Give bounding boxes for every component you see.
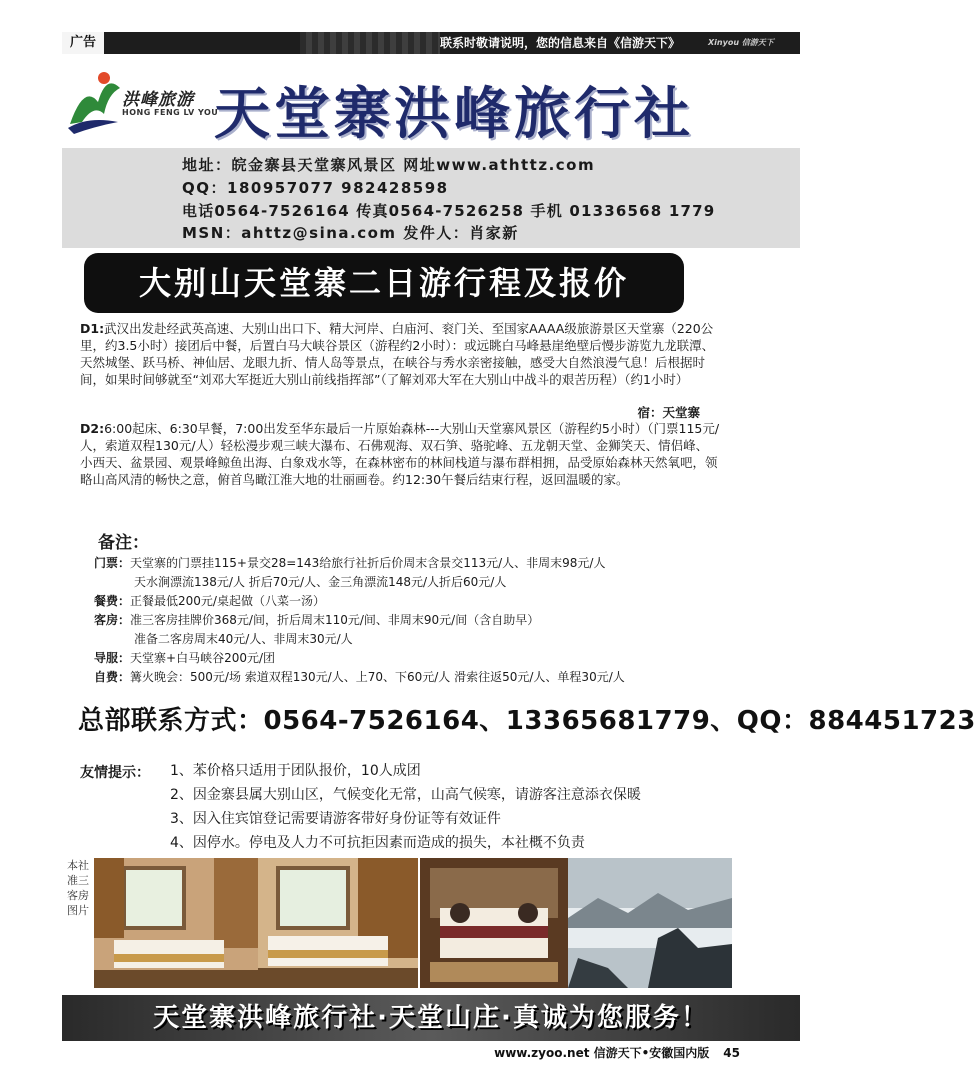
day1-stay: 宿：天堂寨: [637, 405, 700, 420]
meal-note: [94, 591, 325, 611]
tips-title: 友情提示：: [80, 765, 150, 781]
ticket-text-2: 天水涧漂流138元/人 折后70元/人、金三角漂流148元/人折后60元/人: [134, 575, 507, 589]
day2-itinerary: [80, 420, 720, 488]
self-pay-note: [94, 667, 625, 687]
room-text-2: 准备二客房周末40元/人、非周末30元/人: [134, 632, 353, 646]
guide-note: [94, 648, 275, 668]
msn-line: MSN：ahttz@sina.com 发件人：肖家新: [182, 224, 519, 242]
room-text-1: 准三客房挂牌价368元/间，折后周末110元/间、非周末90元/间（含自助早）: [130, 613, 540, 627]
meal-label: 餐费：: [94, 594, 131, 608]
meal-text: 正餐最低200元/桌起做（八菜一汤）: [130, 594, 325, 608]
guide-text: 天堂寨+白马峡谷200元/团: [130, 651, 276, 665]
footer-site: www.zyoo.net 信游天下•安徽国内版: [494, 1046, 710, 1060]
agency-title: 天堂寨洪峰旅行社: [214, 82, 694, 147]
ticket-text-1: 天堂寨的门票挂115+景交28=143给旅行社折后价周末含景交113元/人、非周末98元/人: [130, 556, 606, 570]
day1-label: D1:: [80, 321, 105, 336]
logo-text: 洪峰旅游: [122, 90, 194, 110]
ad-tag: 广告: [62, 32, 106, 54]
day2-text: 6:00起床、6:30早餐，7:00出发至华东最后一片原始森林---大别山天堂寨风景区（游程约5小时）（门票115元/人，索道双程130元/人）轻松漫步观三峡大瀑布、石佛观海、双石笋、骆驼峰、五龙朝天堂、金狮笑天、情侣峰、小西天、盆景园、观景峰鲸鱼出海、白象戏水等，在森林密布的林间栈道与瀑布群相拥，品受原始森林天然氧吧，领略山高风清的畅快之意，俯首鸟瞰江淮大地的壮丽画卷。约12:30午餐后结束行程，返回温暖的家。: [80, 421, 720, 487]
guide-label: 导服：: [94, 651, 131, 665]
tip-item: 1、苯价格只适用于团队报价，10人成团: [170, 763, 421, 779]
tip-item: 2、因金寨县属大别山区，气候变化无常，山高气候寒，请游客注意添衣保暖: [170, 787, 641, 803]
mountain-sea-of-clouds-photo: [568, 858, 732, 988]
logo-subtitle: HONG FENG LV YOU: [122, 108, 219, 117]
page-footer: [494, 1044, 740, 1061]
day1-text: 武汉出发赴经武英高速、大别山出口下、精大河岸、白庙河、衮门关、至国家AAAA级旅游景区天堂寨（220公里，约3.5小时）接团后中餐，后置白马大峡谷景区（游程约2小时）：或远眺白马峰悬崖绝壁后慢步游览九龙联潭、天然城堡、跃马桥、神仙居、龙眼九折、情人岛等景点，在峡谷与秀水亲密接触，感受大自然浪漫气息！后根据时间，如果时间够就至“刘邓大军挺近大别山前线指挥部”（了解刘邓大军在大别山中战斗的艰苦历程）（约1小时）: [80, 321, 715, 387]
self-pay-text: 篝火晚会：500元/场 索道双程130元/人、上70、下60元/人 滑索往返50元/人、单程30元/人: [130, 670, 625, 684]
phone-line: 电话0564-7526164 传真0564-7526258 手机 01336568 1779: [182, 202, 716, 220]
ticket-label: 门票：: [94, 556, 131, 570]
tip-item: 3、因入住宾馆登记需要请游客带好身份证等有效证件: [170, 811, 501, 827]
address-line: 地址：皖金寨县天堂寨风景区 网址www.athttz.com: [182, 156, 596, 174]
day1-itinerary: [80, 320, 720, 388]
photo-side-caption: 本社准三客房图片: [67, 859, 89, 917]
room-photo-2: [258, 858, 418, 988]
top-strip-pattern: [300, 32, 440, 54]
room-note: [94, 610, 539, 630]
hq-contact: 总部联系方式：0564-7526164、13365681779、QQ：884451723: [78, 706, 976, 736]
slogan-banner: 天堂寨洪峰旅行社·天堂山庄·真诚为您服务！: [62, 995, 800, 1041]
source-note: 联系时敬请说明，您的信息来自《信游天下》: [440, 36, 681, 50]
mountain-logo-icon: [64, 64, 124, 136]
self-pay-label: 自费：: [94, 670, 131, 684]
room-photo-3: [420, 858, 568, 988]
contact-panel: [62, 148, 800, 248]
room-photo-1: [94, 858, 258, 988]
page-number: 45: [723, 1046, 740, 1060]
publisher-mini-logo: Xinyou 信游天下: [708, 38, 774, 47]
tour-banner: 大别山天堂寨二日游行程及报价: [84, 253, 684, 313]
notes-title: 备注：: [98, 533, 149, 553]
tip-item: 4、因停水。停电及人力不可抗拒因素而造成的损失，本社概不负责: [170, 835, 585, 851]
day2-label: D2:: [80, 421, 105, 436]
qq-line: QQ：180957077 982428598: [182, 179, 449, 197]
ticket-note: [94, 553, 605, 573]
room-label: 客房：: [94, 613, 131, 627]
